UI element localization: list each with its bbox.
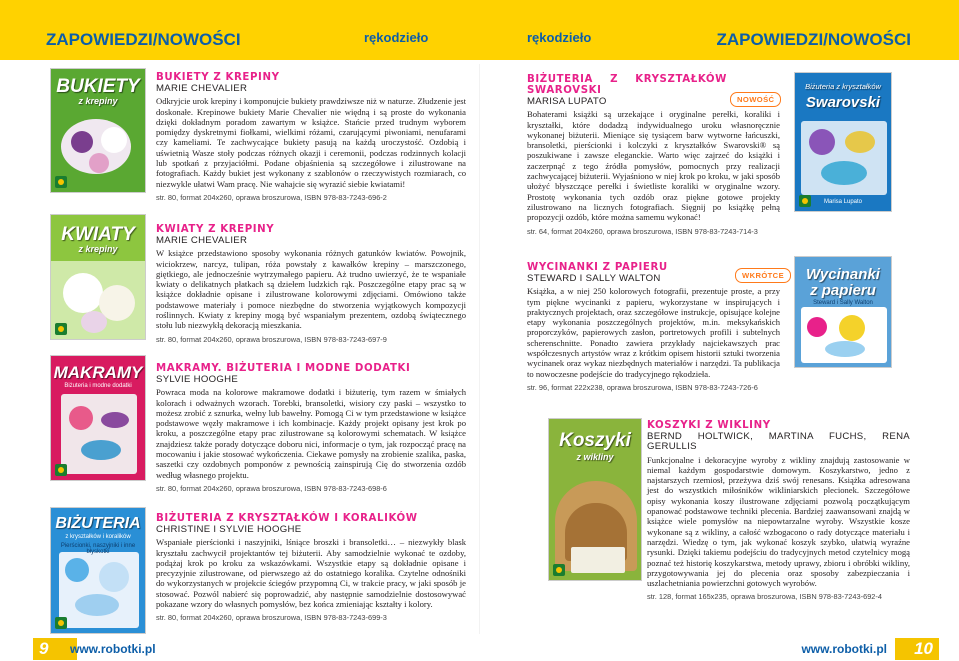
article-koszyki bbox=[647, 420, 910, 603]
website-link-right[interactable]: www.robotki.pl bbox=[801, 642, 887, 656]
cover-subtitle: Biżuteria i modne dodatki bbox=[64, 383, 132, 389]
article-title: KWIATY Z KREPINY bbox=[156, 224, 275, 235]
coming-soon-badge: WKRÓTCE bbox=[735, 268, 791, 283]
cover-title: Koszyki bbox=[559, 430, 631, 451]
article-body: Bohaterami książki są urzekające i oryginalne perełki, koraliki i kryształki, które dodadzą indywidualnego uroku własnoręcznie wykonanej biżuterii. Mieniące się tysiącem barw wytworne łańcuszki, bransoletki, pierścionki i kolczyki z kryształków Swarovski® są poszukiwane i zawsze eleganckie. Warto więc zajrzeć do książki i zaczerpnąć z tego źródła pomysłów, pomocnych przy realizacji zachwycającej biżuterii. Wyjaśniono w niej krok po kroku, w jaki sposób ułożyć błyszczące perełki i świetliste koraliki w oryginalne wzory. Prostotę wykonania tych ozdób oraz piękne gotowe projekty zilustrowano na licznych fotografiach. Sięgnij po książkę pełną propozycji ozdób, które można samemu wykonać! bbox=[527, 109, 780, 223]
section-label-right: ZAPOWIEDZI/NOWOŚCI bbox=[716, 30, 911, 49]
section-label-left: ZAPOWIEDZI/NOWOŚCI bbox=[46, 30, 241, 49]
cover-makramy bbox=[50, 355, 146, 481]
article-meta: str. 80, format 204x260, oprawa broszurowa, ISBN 978-83-7243-696-2 bbox=[156, 192, 387, 202]
article-bizuteria-koraliki bbox=[156, 513, 466, 624]
cover-subtitle: Swarovski bbox=[805, 94, 881, 111]
publisher-logo-icon bbox=[55, 176, 67, 188]
page-number-left: 9 bbox=[39, 639, 49, 658]
publisher-logo-icon bbox=[799, 195, 811, 207]
cover-wycinanki bbox=[794, 256, 892, 368]
category-label-left: rękodzieło bbox=[364, 30, 429, 45]
publisher-logo-icon bbox=[55, 464, 67, 476]
cover-bizuteria-koraliki bbox=[50, 507, 146, 634]
publisher-logo-icon bbox=[553, 564, 565, 576]
cover-bukiety bbox=[50, 68, 146, 193]
page-number-right: 10 bbox=[914, 639, 933, 658]
article-title: MAKRAMY. BIŻUTERIA I MODNE DODATKI bbox=[156, 363, 411, 374]
article-title: BUKIETY Z KREPINY bbox=[156, 72, 280, 83]
article-kwiaty bbox=[156, 224, 466, 345]
article-author: STEWARD I SALLY WALTON bbox=[527, 273, 661, 284]
page-gutter bbox=[479, 64, 480, 634]
cover-subtitle: z krepiny bbox=[78, 96, 118, 106]
article-meta: str. 64, format 204x260, oprawa broszurowa, ISBN 978-83-7243-714-3 bbox=[527, 226, 758, 236]
cover-swarovski bbox=[794, 72, 892, 212]
article-author: MARIE CHEVALIER bbox=[156, 83, 248, 94]
article-body: Funkcjonalne i dekoracyjne wyroby z wikliny znajdują zastosowanie w niemal każdym gospodarstwie domowym. Koszykarstwo, jedno z najstarszych rzemiosł, przeżywa dziś swój renesans. Książka adresowana jest do wszystkich miłośników wikliniarskich plecionek. Szczegółowe opisy wykonania koszy ilustrowane zdjęciami pozwolą początkującym opanować podstawowe techniki plecenia. Bardziej zaawansowani znajdą w książce wiele pomysłów na niepowtarzalne wyroby. Wszystkie kosze wykonane są z wikliny, a całość wzbogacono o rady dotyczące materiału i narzędzi. Wiedzę o tym, jak wykonać koszyk szybko, ułatwią wyraźne rysunki. Dzięki takiemu podejściu do tradycyjnych metod czytelnicy mogą poznać też historię koszykarstwa, metody uprawy, zbioru i obróbki wikliny, przygotowywania jej do plecenia oraz sposoby zabezpieczania i uszlachetniania powierzchni gotowych wyrobów. bbox=[647, 454, 910, 589]
article-title: BIŻUTERIA Z KRYSZTAŁKÓW I KORALIKÓW bbox=[156, 513, 418, 524]
header-band bbox=[0, 0, 959, 60]
cover-tagline: Pierścionki, naszyjniki i inne błyskotki bbox=[60, 543, 136, 555]
article-author: MARISA LUPATO bbox=[527, 96, 607, 107]
cover-title: KWIATY bbox=[61, 224, 135, 245]
website-link-left[interactable]: www.robotki.pl bbox=[70, 642, 156, 656]
article-meta: str. 128, format 165x235, oprawa broszurowa, ISBN 978-83-7243-692-4 bbox=[647, 592, 882, 602]
article-author: CHRISTINE I SYLVIE HOOGHE bbox=[156, 524, 302, 535]
category-label-right: rękodzieło bbox=[527, 30, 592, 45]
cover-title: Wycinanki bbox=[806, 266, 880, 283]
cover-author: Marisa Lupato bbox=[823, 199, 863, 205]
cover-subtitle: z krepiny bbox=[78, 244, 118, 254]
cover-title: BIŻUTERIA bbox=[55, 515, 141, 532]
article-body: Książka, a w niej 250 kolorowych fotografii, prezentuje proste, a przy tym piękne wycinanki z papieru, wykorzystane w inspirujących i praktycznych projektach, oraz szczegółowe instrukcje, opisujące kolejne etapy wykonania poszczególnych projektów, m.in. meksykańskich proporczyków, papierowych zasłon, portretowych profili i subtelnych scherenschnitte. Ponadto zawiera przykłady najciekawszych prac współczesnych artystów wraz z krótkim opisem historii sztuki tworzenia wycinanek oraz wykaz niezbędnych materiałów i narzędzi. Ta publikacja to nowoczesne podejście do tradycyjnego rękodzieła. bbox=[527, 286, 780, 379]
cover-title: BUKIETY bbox=[56, 76, 140, 97]
footer bbox=[0, 636, 959, 661]
cover-subtitle: z kryształków i koralików bbox=[65, 534, 131, 540]
article-author: SYLVIE HOOGHE bbox=[156, 374, 239, 385]
publisher-logo-icon bbox=[55, 617, 67, 629]
article-meta: str. 80, format 204x260, oprawa broszurowa, ISBN 978-83-7243-698-6 bbox=[156, 483, 387, 493]
article-makramy bbox=[156, 363, 466, 494]
article-meta: str. 80, format 204x260, oprawa broszurowa, ISBN 978-83-7243-699-3 bbox=[156, 613, 387, 623]
page-number-right-box bbox=[895, 638, 939, 660]
article-title: KOSZYKI Z WIKLINY bbox=[647, 420, 771, 431]
article-author: BERND HOLTWICK, MARTINA FUCHS, RENA GERULLIS bbox=[647, 431, 910, 453]
article-bukiety bbox=[156, 72, 466, 203]
article-meta: str. 80, format 204x260, oprawa broszurowa, ISBN 978-83-7243-697-9 bbox=[156, 334, 387, 344]
article-body: Wspaniałe pierścionki i naszyjniki, lśniące broszki i bransoletki… – niezwykły blask kryształu zachwycił projektantów tej biżuterii. Aby samodzielnie wykonać te ozdoby, podążaj krok po kroku za wskazówkami. Wszystkie etapy są dokładnie opisane i precyzyjnie zilustrowane, od pierwszego aż do ostatniego koralika. Czytelne odnośniki do wykorzystanych w projekcie ściegów przypomną Ci, w trakcie pracy, w jaki sposób je stosować. Pozwól nabierć się poprowadzić, aby następnie samodzielnie dostosowywać pokazane wzory do własnych pomysłów, bez końca zmieniając kształty i kolory. bbox=[156, 537, 466, 610]
cover-subtitle: z wikliny bbox=[576, 452, 614, 462]
cover-title: MAKRAMY bbox=[53, 363, 143, 382]
article-body: W książce przedstawiono sposoby wykonania różnych gatunków kwiatów. Powojnik, wiciokrzew, narcyz, tulipan, róża powstały z kawałków krepiny – marszczonego, giętkiego, ale jednocześnie wytrzymałego papieru. Aż trudno uwierzyć, że te wspaniałe kwiaty o delikatnych płatkach są dziełem ludzkich rąk. Poszczególne etapy prac są w książce dokładnie opisane i zilustrowane kolorowymi zdjęciami. Omówiono także podstawowe materiały i pomoce niezbędne do stworzenia wyjątkowych kompozycji roślinnych. Kwiaty z krepiny mogą być wspaniałym prezentem, ozdobą świątecznego stołu lub niezwykłą dekoracją mieszkania. bbox=[156, 248, 466, 331]
publisher-logo-icon bbox=[55, 323, 67, 335]
cover-koszyki bbox=[548, 418, 642, 581]
cover-subtitle: z papieru bbox=[810, 282, 876, 299]
article-author: MARIE CHEVALIER bbox=[156, 235, 248, 246]
new-badge: NOWOŚĆ bbox=[730, 92, 781, 107]
article-body: Odkryjcie urok krepiny i komponujcie bukiety prawdziwsze niż w naturze. Złudzenie jest doskonałe. Krepinowe bukiety Marie Chevalier nie więdną i są proste do wykonania dzięki dokładnym poradom zawartym w książce. Stańcie przed trudnym wyborem pomiędzy dyskretnymi fiołkami, wielkimi różami, czarującymi piwoniami, nenufarami czy kameliami. Te zachwycające bukiety pasują na każdą uroczystość. Ozdobią i uświetnią Wasze stoły podczas różnych okazji i ceremonii, podczas rodzinnych kolacji lub spotkań z przyjaciółmi. Podane objaśnienia są szczegółowe i zilustrowane na fotografiach. Każdy bukiet jest wykonany z szablonów o rzeczywistych rozmiarach, co niezwykle ułatwi Wam pracę. Nie wahajcie się wyrazić siebie kwiatami! bbox=[156, 96, 466, 189]
article-meta: str. 96, format 222x238, oprawa broszurowa, ISBN 978-83-7243-726-6 bbox=[527, 382, 758, 392]
cover-kwiaty bbox=[50, 214, 146, 340]
cover-title: Biżuteria z kryształków bbox=[805, 82, 881, 91]
article-body: Powraca moda na kolorowe makramowe dodatki i biżuterię, tym razem w śmiałych kolorach i odważnych wzorach. Torebki, bransoletki, wisiory czy paski – wszystko to możesz zrobić z sznurka, wełny lub bawełny. Pomogą Ci w tym przedstawione w książce podstawowe węzły makramowe i ich kombinacje. Każdy projekt opisany jest krok po kroku, a poszczególne etapy prac zilustrowane są kolorowymi schematach. W książce znajdziesz także porady dotyczące doboru nici, informacje o tym, jak rozpocząć pracę na mocowaniu i jakie stosować wykończenia. Ciekawe pomysły na zrobienie szalika, paska, saszetki czy ozdobnych pomponów z pewnością zainspirują Cię do stworzenia ozdób według własnego projektu. bbox=[156, 387, 466, 480]
article-title: BIŻUTERIA Z KRYSZTAŁKÓW SWAROVSKI bbox=[527, 74, 727, 96]
cover-author: Steward i Sally Walton bbox=[813, 300, 873, 306]
article-title: WYCINANKI Z PAPIERU bbox=[527, 262, 668, 273]
